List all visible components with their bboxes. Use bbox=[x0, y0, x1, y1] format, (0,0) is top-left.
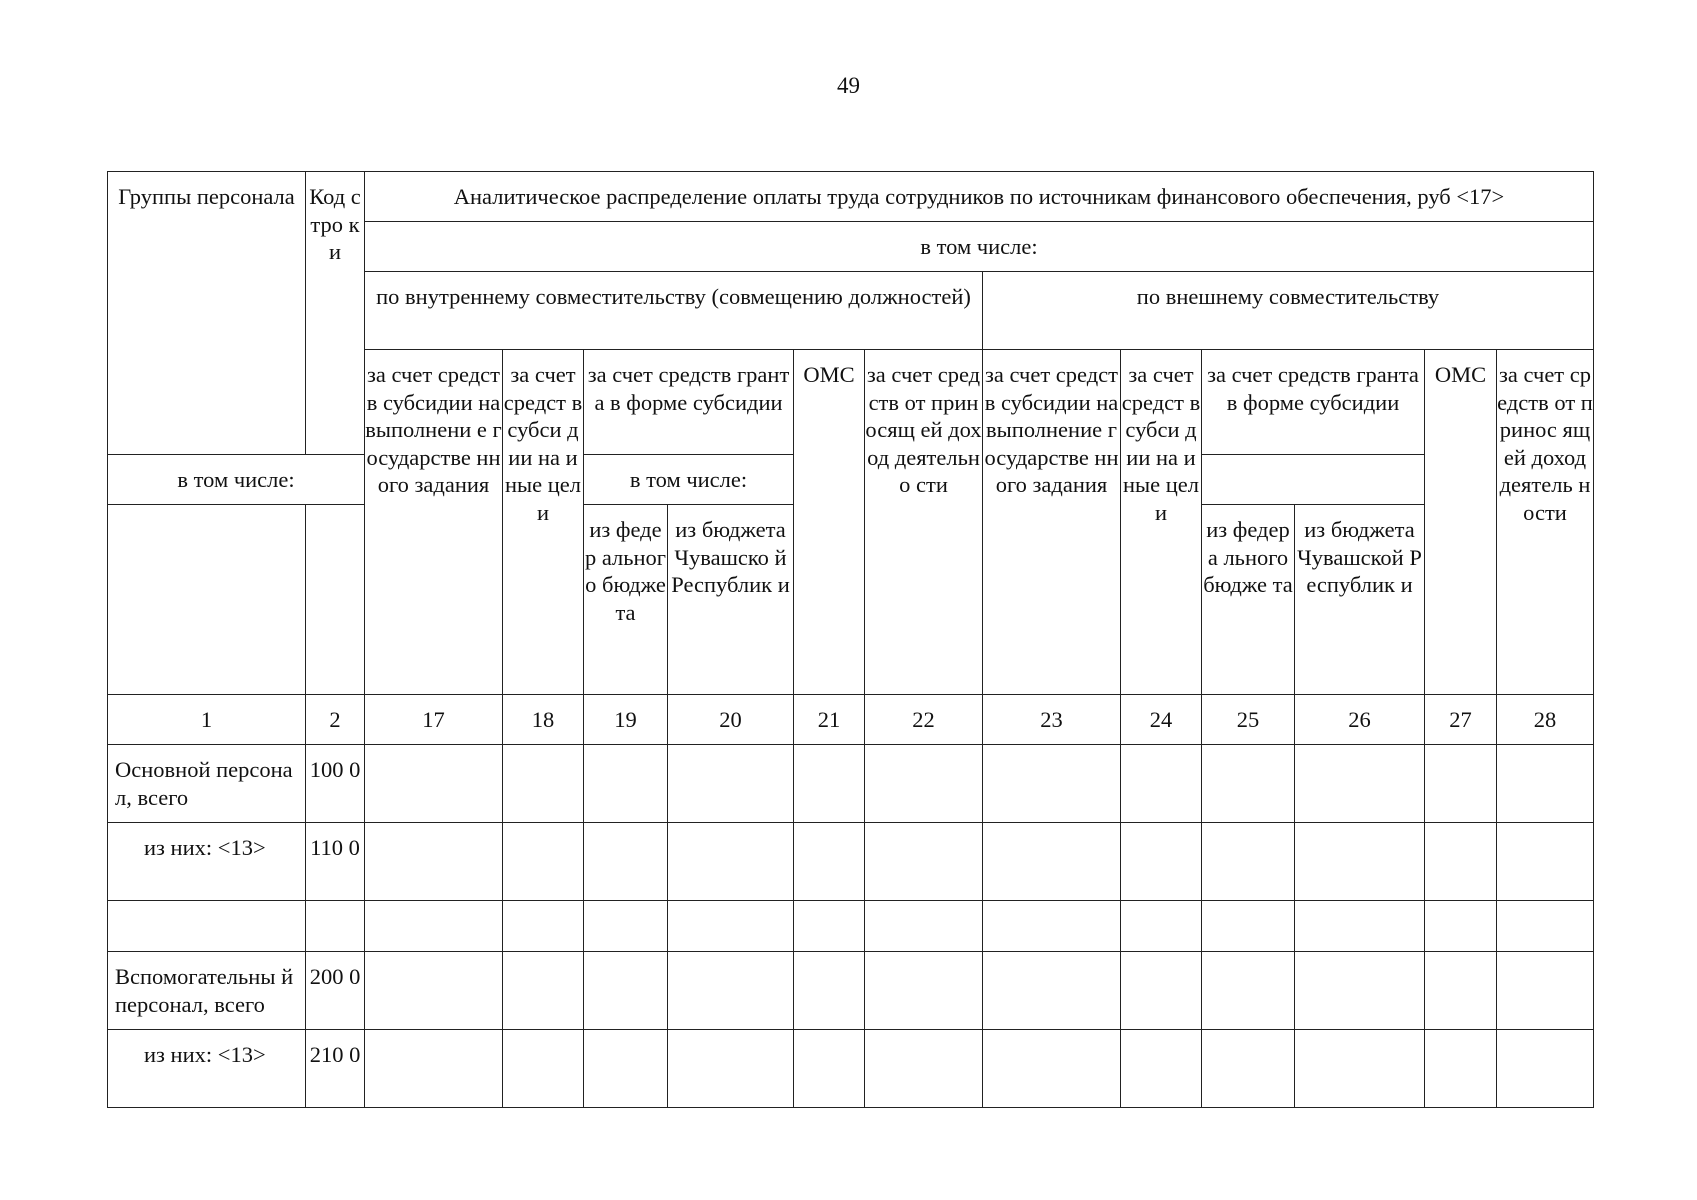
header-int-grant: за счет средств гранта в форме субсидии bbox=[584, 350, 794, 455]
data-cell[interactable] bbox=[503, 901, 584, 952]
column-number: 20 bbox=[668, 695, 794, 745]
column-number-row bbox=[108, 695, 1594, 745]
data-cell[interactable] bbox=[794, 1030, 865, 1108]
column-number: 25 bbox=[1202, 695, 1295, 745]
header-ext-income: за счет средств от принос ящей доход деятель ности bbox=[1497, 350, 1594, 695]
column-number: 19 bbox=[584, 695, 668, 745]
data-cell[interactable] bbox=[794, 823, 865, 901]
data-cell[interactable] bbox=[668, 823, 794, 901]
data-cell[interactable] bbox=[503, 823, 584, 901]
data-cell[interactable] bbox=[1121, 952, 1202, 1030]
data-cell[interactable] bbox=[503, 1030, 584, 1108]
header-groups-spacer bbox=[108, 505, 306, 695]
column-number: 18 bbox=[503, 695, 584, 745]
column-number: 28 bbox=[1497, 695, 1594, 745]
data-cell[interactable] bbox=[584, 745, 668, 823]
data-cell[interactable] bbox=[668, 952, 794, 1030]
data-cell[interactable] bbox=[1202, 901, 1295, 952]
data-cell[interactable] bbox=[503, 745, 584, 823]
data-cell[interactable] bbox=[584, 952, 668, 1030]
data-cell[interactable] bbox=[503, 952, 584, 1030]
data-cell[interactable] bbox=[1202, 1030, 1295, 1108]
header-ext-federal: из федера льного бюдже та bbox=[1202, 505, 1295, 695]
header-code-spacer bbox=[306, 505, 365, 695]
header-int-subsidy-state-task: за счет средств субсидии на выполнени е государстве нного задания bbox=[365, 350, 503, 695]
column-number: 23 bbox=[983, 695, 1121, 745]
row-code: 210 0 bbox=[306, 1030, 365, 1108]
header-ext-subsidy-state-task: за счет средств субсидии на выполнение государстве нного задания bbox=[983, 350, 1121, 695]
header-ext-grant: за счет средств гранта в форме субсидии bbox=[1202, 350, 1425, 455]
payroll-distribution-table bbox=[107, 171, 1594, 1108]
header-including: в том числе: bbox=[365, 222, 1594, 272]
data-cell[interactable] bbox=[365, 1030, 503, 1108]
data-cell[interactable] bbox=[668, 1030, 794, 1108]
header-int-federal: из федер альног о бюдже та bbox=[584, 505, 668, 695]
data-cell[interactable] bbox=[584, 1030, 668, 1108]
row-label bbox=[108, 901, 306, 952]
header-int-chuvash: из бюджета Чувашско й Республик и bbox=[668, 505, 794, 695]
data-cell[interactable] bbox=[365, 823, 503, 901]
data-cell[interactable] bbox=[1497, 823, 1594, 901]
data-cell[interactable] bbox=[1497, 952, 1594, 1030]
data-cell[interactable] bbox=[584, 823, 668, 901]
header-ext-chuvash: из бюджета Чувашской Республик и bbox=[1295, 505, 1425, 695]
row-code bbox=[306, 901, 365, 952]
data-cell[interactable] bbox=[1425, 745, 1497, 823]
table-row bbox=[108, 901, 1594, 952]
row-label: Вспомогательны й персонал, всего bbox=[108, 952, 306, 1030]
column-number: 26 bbox=[1295, 695, 1425, 745]
data-cell[interactable] bbox=[1497, 745, 1594, 823]
header-int-subsidy-other: за счет средст в субси дии на иные цели bbox=[503, 350, 584, 695]
header-ext-oms: ОМС bbox=[1425, 350, 1497, 695]
data-cell[interactable] bbox=[983, 952, 1121, 1030]
column-number: 1 bbox=[108, 695, 306, 745]
row-label: Основной персонал, всего bbox=[108, 745, 306, 823]
row-code: 110 0 bbox=[306, 823, 365, 901]
data-cell[interactable] bbox=[1202, 823, 1295, 901]
header-code: Код стро ки bbox=[306, 172, 365, 455]
data-cell[interactable] bbox=[794, 952, 865, 1030]
data-cell[interactable] bbox=[983, 901, 1121, 952]
data-cell[interactable] bbox=[365, 901, 503, 952]
data-cell[interactable] bbox=[1121, 823, 1202, 901]
data-cell[interactable] bbox=[794, 745, 865, 823]
row-code: 100 0 bbox=[306, 745, 365, 823]
column-number: 27 bbox=[1425, 695, 1497, 745]
data-cell[interactable] bbox=[1295, 901, 1425, 952]
data-cell[interactable] bbox=[1295, 952, 1425, 1030]
data-cell[interactable] bbox=[865, 1030, 983, 1108]
data-cell[interactable] bbox=[1425, 823, 1497, 901]
data-cell[interactable] bbox=[1295, 1030, 1425, 1108]
page-number: 49 bbox=[837, 73, 860, 98]
row-label: из них: <13> bbox=[108, 823, 306, 901]
table-row bbox=[108, 745, 1594, 823]
data-cell[interactable] bbox=[865, 745, 983, 823]
data-cell[interactable] bbox=[1121, 901, 1202, 952]
column-number: 2 bbox=[306, 695, 365, 745]
data-cell[interactable] bbox=[1121, 1030, 1202, 1108]
data-cell[interactable] bbox=[1202, 952, 1295, 1030]
data-cell[interactable] bbox=[1425, 1030, 1497, 1108]
column-number: 21 bbox=[794, 695, 865, 745]
data-cell[interactable] bbox=[668, 745, 794, 823]
table-row bbox=[108, 952, 1594, 1030]
data-cell[interactable] bbox=[865, 901, 983, 952]
data-cell[interactable] bbox=[365, 952, 503, 1030]
data-cell[interactable] bbox=[1202, 745, 1295, 823]
data-cell[interactable] bbox=[1425, 901, 1497, 952]
header-ext-subsidy-other: за счет средст в субси дии на иные цели bbox=[1121, 350, 1202, 695]
data-cell[interactable] bbox=[1497, 1030, 1594, 1108]
data-cell[interactable] bbox=[1295, 823, 1425, 901]
data-cell[interactable] bbox=[1425, 952, 1497, 1030]
header-external: по внешнему совместительству bbox=[983, 272, 1594, 350]
row-code: 200 0 bbox=[306, 952, 365, 1030]
data-cell[interactable] bbox=[1121, 745, 1202, 823]
row-label: из них: <13> bbox=[108, 1030, 306, 1108]
column-number: 24 bbox=[1121, 695, 1202, 745]
header-ext-grant-including: в том числе: bbox=[584, 455, 794, 505]
data-cell[interactable] bbox=[865, 952, 983, 1030]
data-cell[interactable] bbox=[983, 745, 1121, 823]
column-number: 22 bbox=[865, 695, 983, 745]
header-int-income: за счет средств от приносящ ей доход деятельно сти bbox=[865, 350, 983, 695]
column-number: 17 bbox=[365, 695, 503, 745]
data-cell[interactable] bbox=[983, 823, 1121, 901]
table-row bbox=[108, 1030, 1594, 1108]
data-cell[interactable] bbox=[1497, 901, 1594, 952]
header-internal: по внутреннему совместительству (совмещению должностей) bbox=[365, 272, 983, 350]
header-groups: Группы персонала bbox=[108, 172, 306, 455]
data-cell[interactable] bbox=[668, 901, 794, 952]
header-int-oms: ОМС bbox=[794, 350, 865, 695]
data-cell[interactable] bbox=[983, 1030, 1121, 1108]
data-cell[interactable] bbox=[365, 745, 503, 823]
header-int-grant-including: в том числе: bbox=[108, 455, 365, 505]
table-row bbox=[108, 823, 1594, 901]
data-cell[interactable] bbox=[794, 901, 865, 952]
header-main-title: Аналитическое распределение оплаты труда сотрудников по источникам финансового обеспечения, руб <17> bbox=[365, 172, 1594, 222]
data-cell[interactable] bbox=[1295, 745, 1425, 823]
data-cell[interactable] bbox=[584, 901, 668, 952]
data-cell[interactable] bbox=[865, 823, 983, 901]
